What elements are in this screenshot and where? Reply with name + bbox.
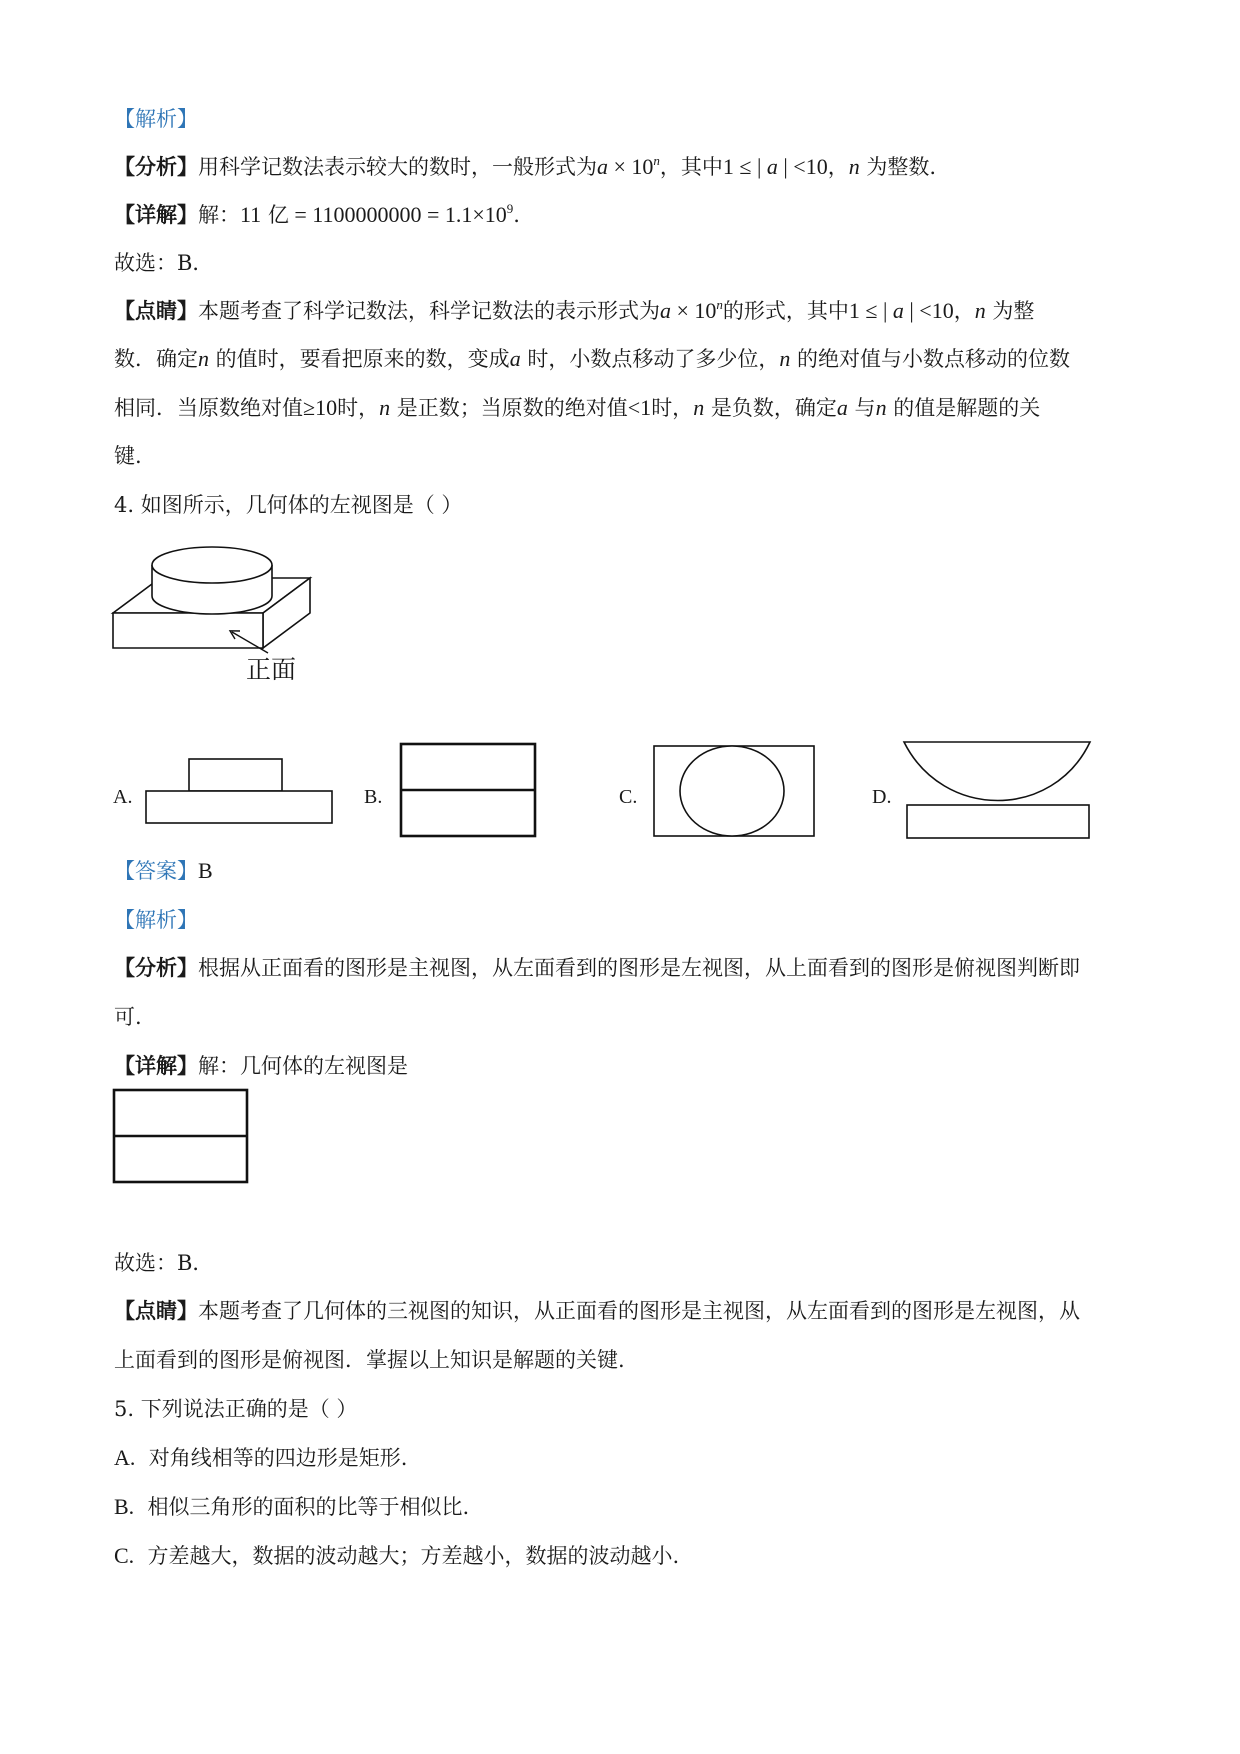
answer-line [114,856,213,886]
answer-value: B [198,858,213,883]
option-a-figure [145,757,335,827]
choice-line-1: 故选：B． [114,251,214,275]
comment-2-line-1: 【点睛】本题考查了几何体的三视图的知识，从正面看的图形是主视图，从左面看到的图形是左视图，从 [114,1298,1080,1323]
question-5: 5. 下列说法正确的是（ ） [114,1397,358,1421]
left-view-figure [112,1088,252,1188]
comment-line-1: 【点睛】本题考查了科学记数法，科学记数法的表示形式为$a \times 10^n$的形式，其中1 ≤ | a | <10，n 为整 [114,297,1035,323]
solid-figure [100,540,360,690]
comment-2-line-2: 上面看到的图形是俯视图．掌握以上知识是解题的关键. [114,1348,625,1372]
option-a-top-rect [189,759,282,791]
solution-tag: 【详解】 [114,202,198,227]
option-c-label: C. [619,786,638,808]
choice-line-2: 故选：B． [114,1251,214,1275]
comment-line-4: 键. [114,444,142,468]
q5-option-a: A. 对角线相等的四边形是矩形. [114,1445,408,1470]
q5-option-b: B. 相似三角形的面积的比等于相似比. [114,1494,470,1519]
option-a-label: A. [113,786,133,808]
analysis-paragraph-2-line-1: 【分析】根据从正面看的图形是主视图，从左面看到的图形是左视图，从上面看到的图形是俯视图判断即 [114,955,1080,980]
analysis-heading-2: 【解析】 [114,908,198,932]
comment-tag: 【点睛】 [114,298,198,323]
front-label: 正面 [246,655,297,684]
option-b-figure [399,742,539,842]
option-d-label: D. [872,786,892,808]
comment-line-2: 数．确定n 的值时，要看把原来的数，变成a 时，小数点移动了多少位，n 的绝对值与小数点移动的位数 [114,346,1071,371]
answer-tag: 【答案】 [114,859,198,883]
question-4: 4. 如图所示，几何体的左视图是（ ） [114,493,463,517]
analysis-paragraph-1: 【分析】用科学记数法表示较大的数时，一般形式为$a \times 10^n$，其中1 ≤ | a | <10，n 为整数. [114,153,937,179]
solution-paragraph-1: 【详解】解：11 亿 = $1100000000 = 1.1\times 10^9$. [114,201,520,227]
analysis-paragraph-2-line-2: 可. [114,1005,142,1029]
option-d-rect [907,805,1089,838]
analysis-tag: 【分析】 [114,154,198,179]
slab-front-face [113,613,263,648]
q5-option-c: C. 方差越大，数据的波动越大；方差越小，数据的波动越小. [114,1543,680,1568]
cylinder-top [152,547,272,583]
option-d-bowl [904,742,1090,801]
comment-line-3: 相同．当原数绝对值≥10时，n 是正数；当原数的绝对值<1时，n 是负数，确定a 与n 的值是解题的关 [114,395,1041,420]
analysis-heading-1: 【解析】 [114,107,198,131]
option-b-label: B. [364,786,383,808]
option-c-circle [680,746,784,836]
option-a-bottom-rect [146,791,332,823]
option-d-figure [903,740,1093,840]
solution-paragraph-2: 【详解】解：几何体的左视图是 [114,1053,408,1078]
option-c-figure [653,745,818,840]
